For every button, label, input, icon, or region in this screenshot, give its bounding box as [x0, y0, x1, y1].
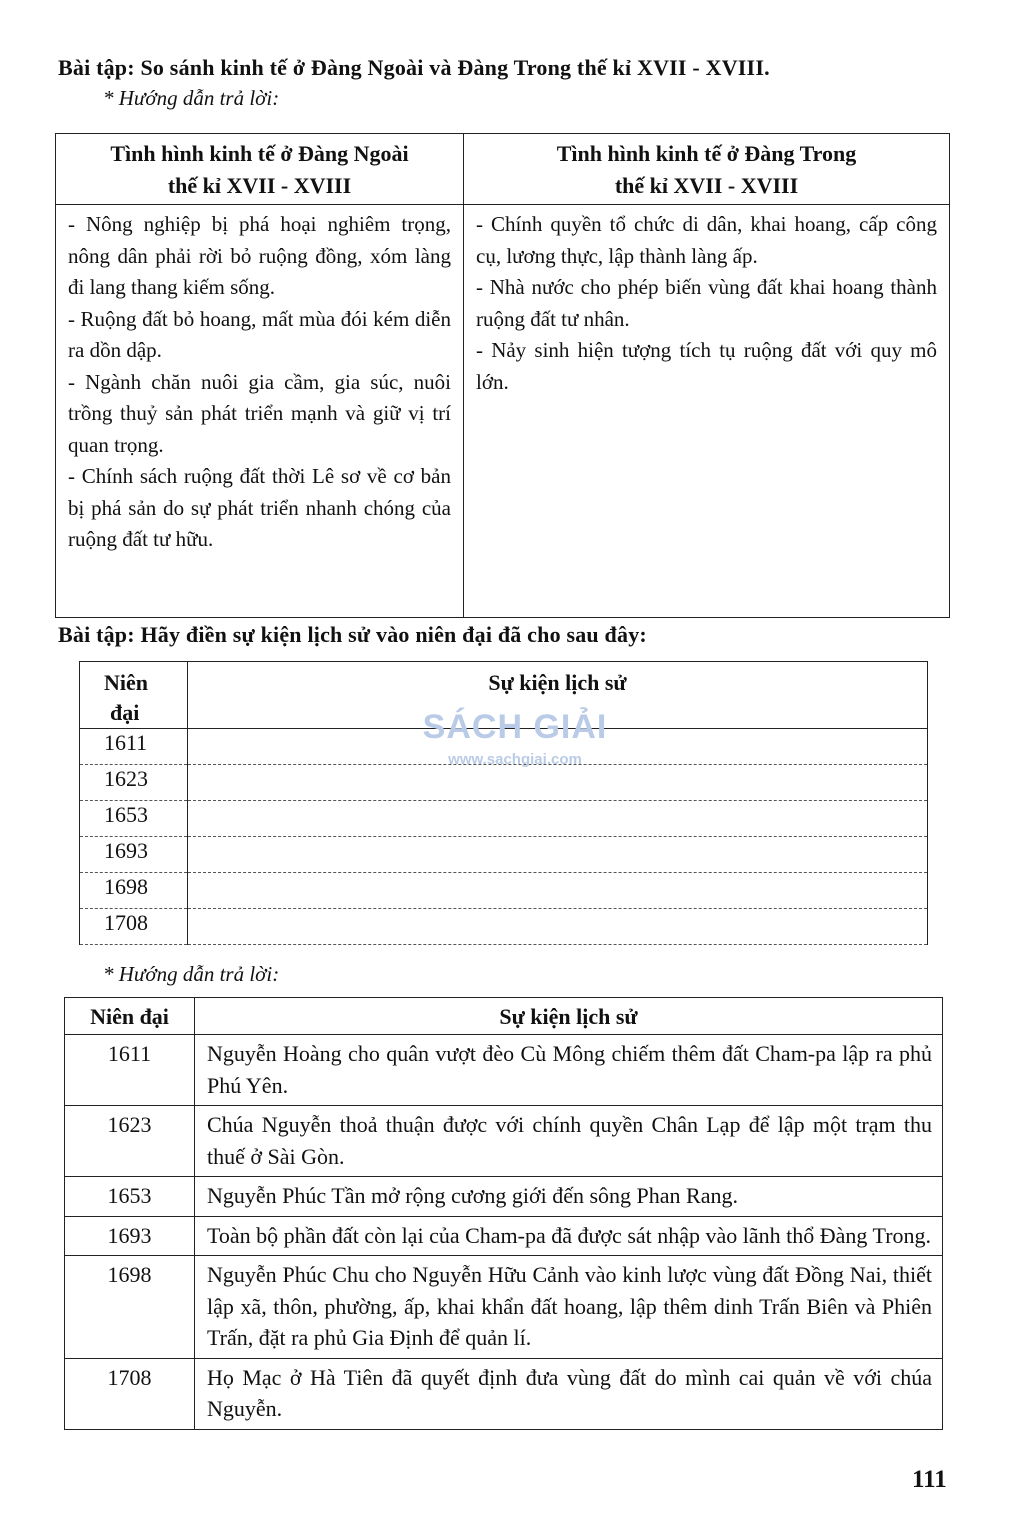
event-cell: Nguyễn Phúc Tần mở rộng cương giới đến sông Phan Rang. — [195, 1177, 943, 1217]
list-item: - Ngành chăn nuôi gia cầm, gia súc, nuôi trồng thuỷ sản phát triển mạnh và giữ vị trí quan trọng. — [68, 369, 451, 457]
event-blank-cell — [188, 909, 928, 945]
list-item: - Nảy sinh hiện tượng tích tụ ruộng đất với quy mô lớn. — [476, 338, 937, 394]
list-item: - Ruộng đất bỏ hoang, mất mùa đói kém diễn ra dồn dập. — [68, 306, 451, 362]
exercise1-title: Bài tập: So sánh kinh tế ở Đàng Ngoài và Đàng Trong thế kỉ XVII - XVIII. — [58, 55, 770, 80]
economy-comparison-table — [55, 133, 950, 618]
header-dang-trong — [464, 134, 950, 205]
event-cell: Họ Mạc ở Hà Tiên đã quyết định đưa vùng đất do mình cai quản về với chúa Nguyễn. — [195, 1358, 943, 1429]
event-cell: Nguyễn Phúc Chu cho Nguyễn Hữu Cảnh vào kinh lược vùng đất Đồng Nai, thiết lập xã, thôn, phường, ấp, khai khẩn đất hoang, lập thêm dinh Trấn Biên và Phiên Trấn, đặt ra phủ Gia Định để quản lí. — [195, 1256, 943, 1359]
year-cell: 1623 — [65, 1106, 195, 1177]
year-cell: 1693 — [80, 837, 188, 873]
event-cell: Nguyễn Hoàng cho quân vượt đèo Cù Mông chiếm thêm đất Cham-pa lập ra phủ Phú Yên. — [195, 1035, 943, 1106]
page-number: 111 — [912, 1466, 947, 1493]
year-cell: 1708 — [80, 909, 188, 945]
watermark-brand: SÁCH GIẢI — [422, 708, 608, 746]
table-row — [65, 1216, 943, 1256]
header-dang-trong-line1: Tình hình kinh tế ở Đàng Trong — [556, 141, 857, 166]
event-cell: Chúa Nguyễn thoả thuận được với chính quyền Chân Lạp để lập một trạm thu thuế ở Sài Gòn. — [195, 1106, 943, 1177]
year-cell: 1698 — [80, 873, 188, 909]
col-year-header-line2: đại — [110, 700, 140, 725]
col-event-header: Sự kiện lịch sử — [195, 998, 943, 1035]
table-row — [80, 765, 928, 801]
year-cell: 1611 — [80, 729, 188, 765]
table-row — [80, 801, 928, 837]
year-cell: 1708 — [65, 1358, 195, 1429]
table-row — [80, 873, 928, 909]
dang-ngoai-cell — [56, 205, 464, 618]
list-item: - Nhà nước cho phép biến vùng đất khai hoang thành ruộng đất tư nhân. — [476, 275, 937, 331]
year-cell: 1623 — [80, 765, 188, 801]
table-header-row — [65, 998, 943, 1035]
event-blank-cell — [188, 765, 928, 801]
table-row — [56, 205, 950, 618]
col-year-header: Niên đại — [65, 998, 195, 1035]
header-dang-trong-line2: thế kỉ XVII - XVIII — [614, 173, 799, 198]
year-cell: 1698 — [65, 1256, 195, 1359]
event-blank-cell — [188, 729, 928, 765]
year-cell: 1611 — [65, 1035, 195, 1106]
watermark-url: www.sachgiai.com — [448, 751, 582, 768]
col-year-header — [80, 662, 188, 729]
table-row — [65, 1177, 943, 1217]
event-blank-cell — [188, 873, 928, 909]
answer-hint: * Hướng dẫn trả lời: — [103, 962, 280, 986]
year-cell: 1653 — [65, 1177, 195, 1217]
year-cell: 1653 — [80, 801, 188, 837]
header-dang-ngoai-line2: thế kỉ XVII - XVIII — [167, 173, 352, 198]
answer-events-table — [64, 997, 943, 1430]
list-item: - Nông nghiệp bị phá hoại nghiêm trọng, nông dân phải rời bỏ ruộng đồng, xóm làng đi lang thang kiếm sống. — [68, 212, 451, 299]
table-header-row — [80, 662, 928, 729]
table-row — [65, 1035, 943, 1106]
col-event-header: Sự kiện lịch sử — [188, 662, 928, 729]
table-row — [80, 729, 928, 765]
table-row — [65, 1358, 943, 1429]
list-item: - Chính quyền tổ chức di dân, khai hoang, cấp công cụ, lương thực, lập thành làng ấp. — [476, 212, 937, 268]
table-row — [80, 837, 928, 873]
header-dang-ngoai-line1: Tình hình kinh tế ở Đàng Ngoài — [110, 141, 409, 166]
event-blank-cell — [188, 837, 928, 873]
blank-events-table — [79, 661, 928, 945]
year-cell: 1693 — [65, 1216, 195, 1256]
table-header-row — [56, 134, 950, 205]
header-dang-ngoai — [56, 134, 464, 205]
exercise1-hint: * Hướng dẫn trả lời: — [103, 86, 280, 110]
exercise2-title: Bài tập: Hãy điền sự kiện lịch sử vào niên đại đã cho sau đây: — [58, 622, 647, 647]
table-row — [65, 1256, 943, 1359]
event-cell: Toàn bộ phần đất còn lại của Cham-pa đã được sát nhập vào lãnh thổ Đàng Trong. — [195, 1216, 943, 1256]
col-year-header-line1: Niên — [104, 670, 148, 695]
event-blank-cell — [188, 801, 928, 837]
table-row — [80, 909, 928, 945]
dang-trong-cell — [464, 205, 950, 618]
list-item: - Chính sách ruộng đất thời Lê sơ về cơ bản bị phá sản do sự phát triển nhanh chóng của ruộng đất tư hữu. — [68, 464, 451, 551]
table-row — [65, 1106, 943, 1177]
